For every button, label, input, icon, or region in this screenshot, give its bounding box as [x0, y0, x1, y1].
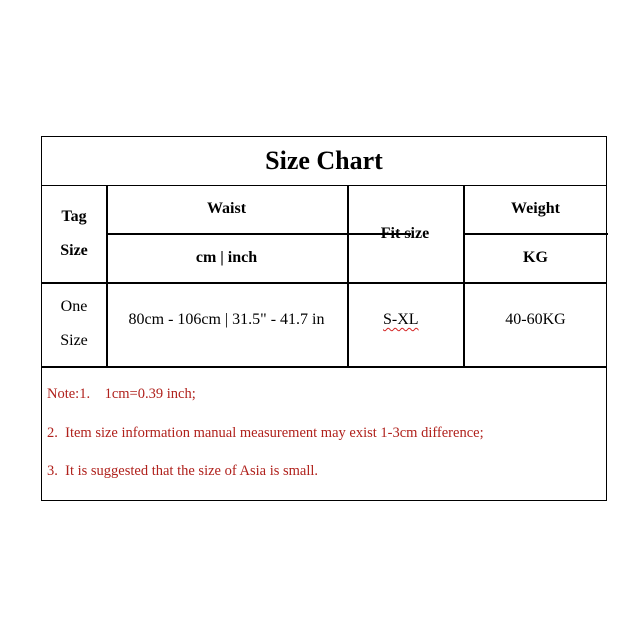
row-weight: 40-60KG: [505, 311, 566, 328]
divider-body-notes: [42, 366, 606, 368]
header-weight-unit: KG: [523, 248, 548, 266]
note-3: 3. It is suggested that the size of Asia is small.: [47, 463, 319, 479]
header-waist-unit: cm | inch: [195, 248, 258, 266]
header-tag-line1: Tag: [61, 207, 87, 225]
header-waist: Waist: [206, 200, 247, 217]
header-fit-size: Fit size: [380, 224, 430, 242]
row-fit-size-value: S-XL: [383, 311, 419, 328]
row-tag-size: [42, 282, 106, 366]
row-fit-size: [347, 282, 463, 366]
row-waist: 80cm - 106cm | 31.5" - 41.7 in: [128, 311, 325, 328]
header-tag-size: [42, 185, 106, 282]
header-weight: Weight: [511, 200, 560, 217]
row-tag-line1: One: [60, 298, 88, 315]
note-2: 2. Item size information manual measurement may exist 1-3cm difference;: [47, 425, 484, 441]
header-tag-line2: Size: [60, 241, 88, 259]
note-1: Note:1. 1cm=0.39 inch;: [47, 386, 196, 402]
chart-title: Size Chart: [42, 137, 606, 186]
size-chart-table: [41, 136, 607, 501]
row-tag-line2: Size: [60, 332, 88, 349]
